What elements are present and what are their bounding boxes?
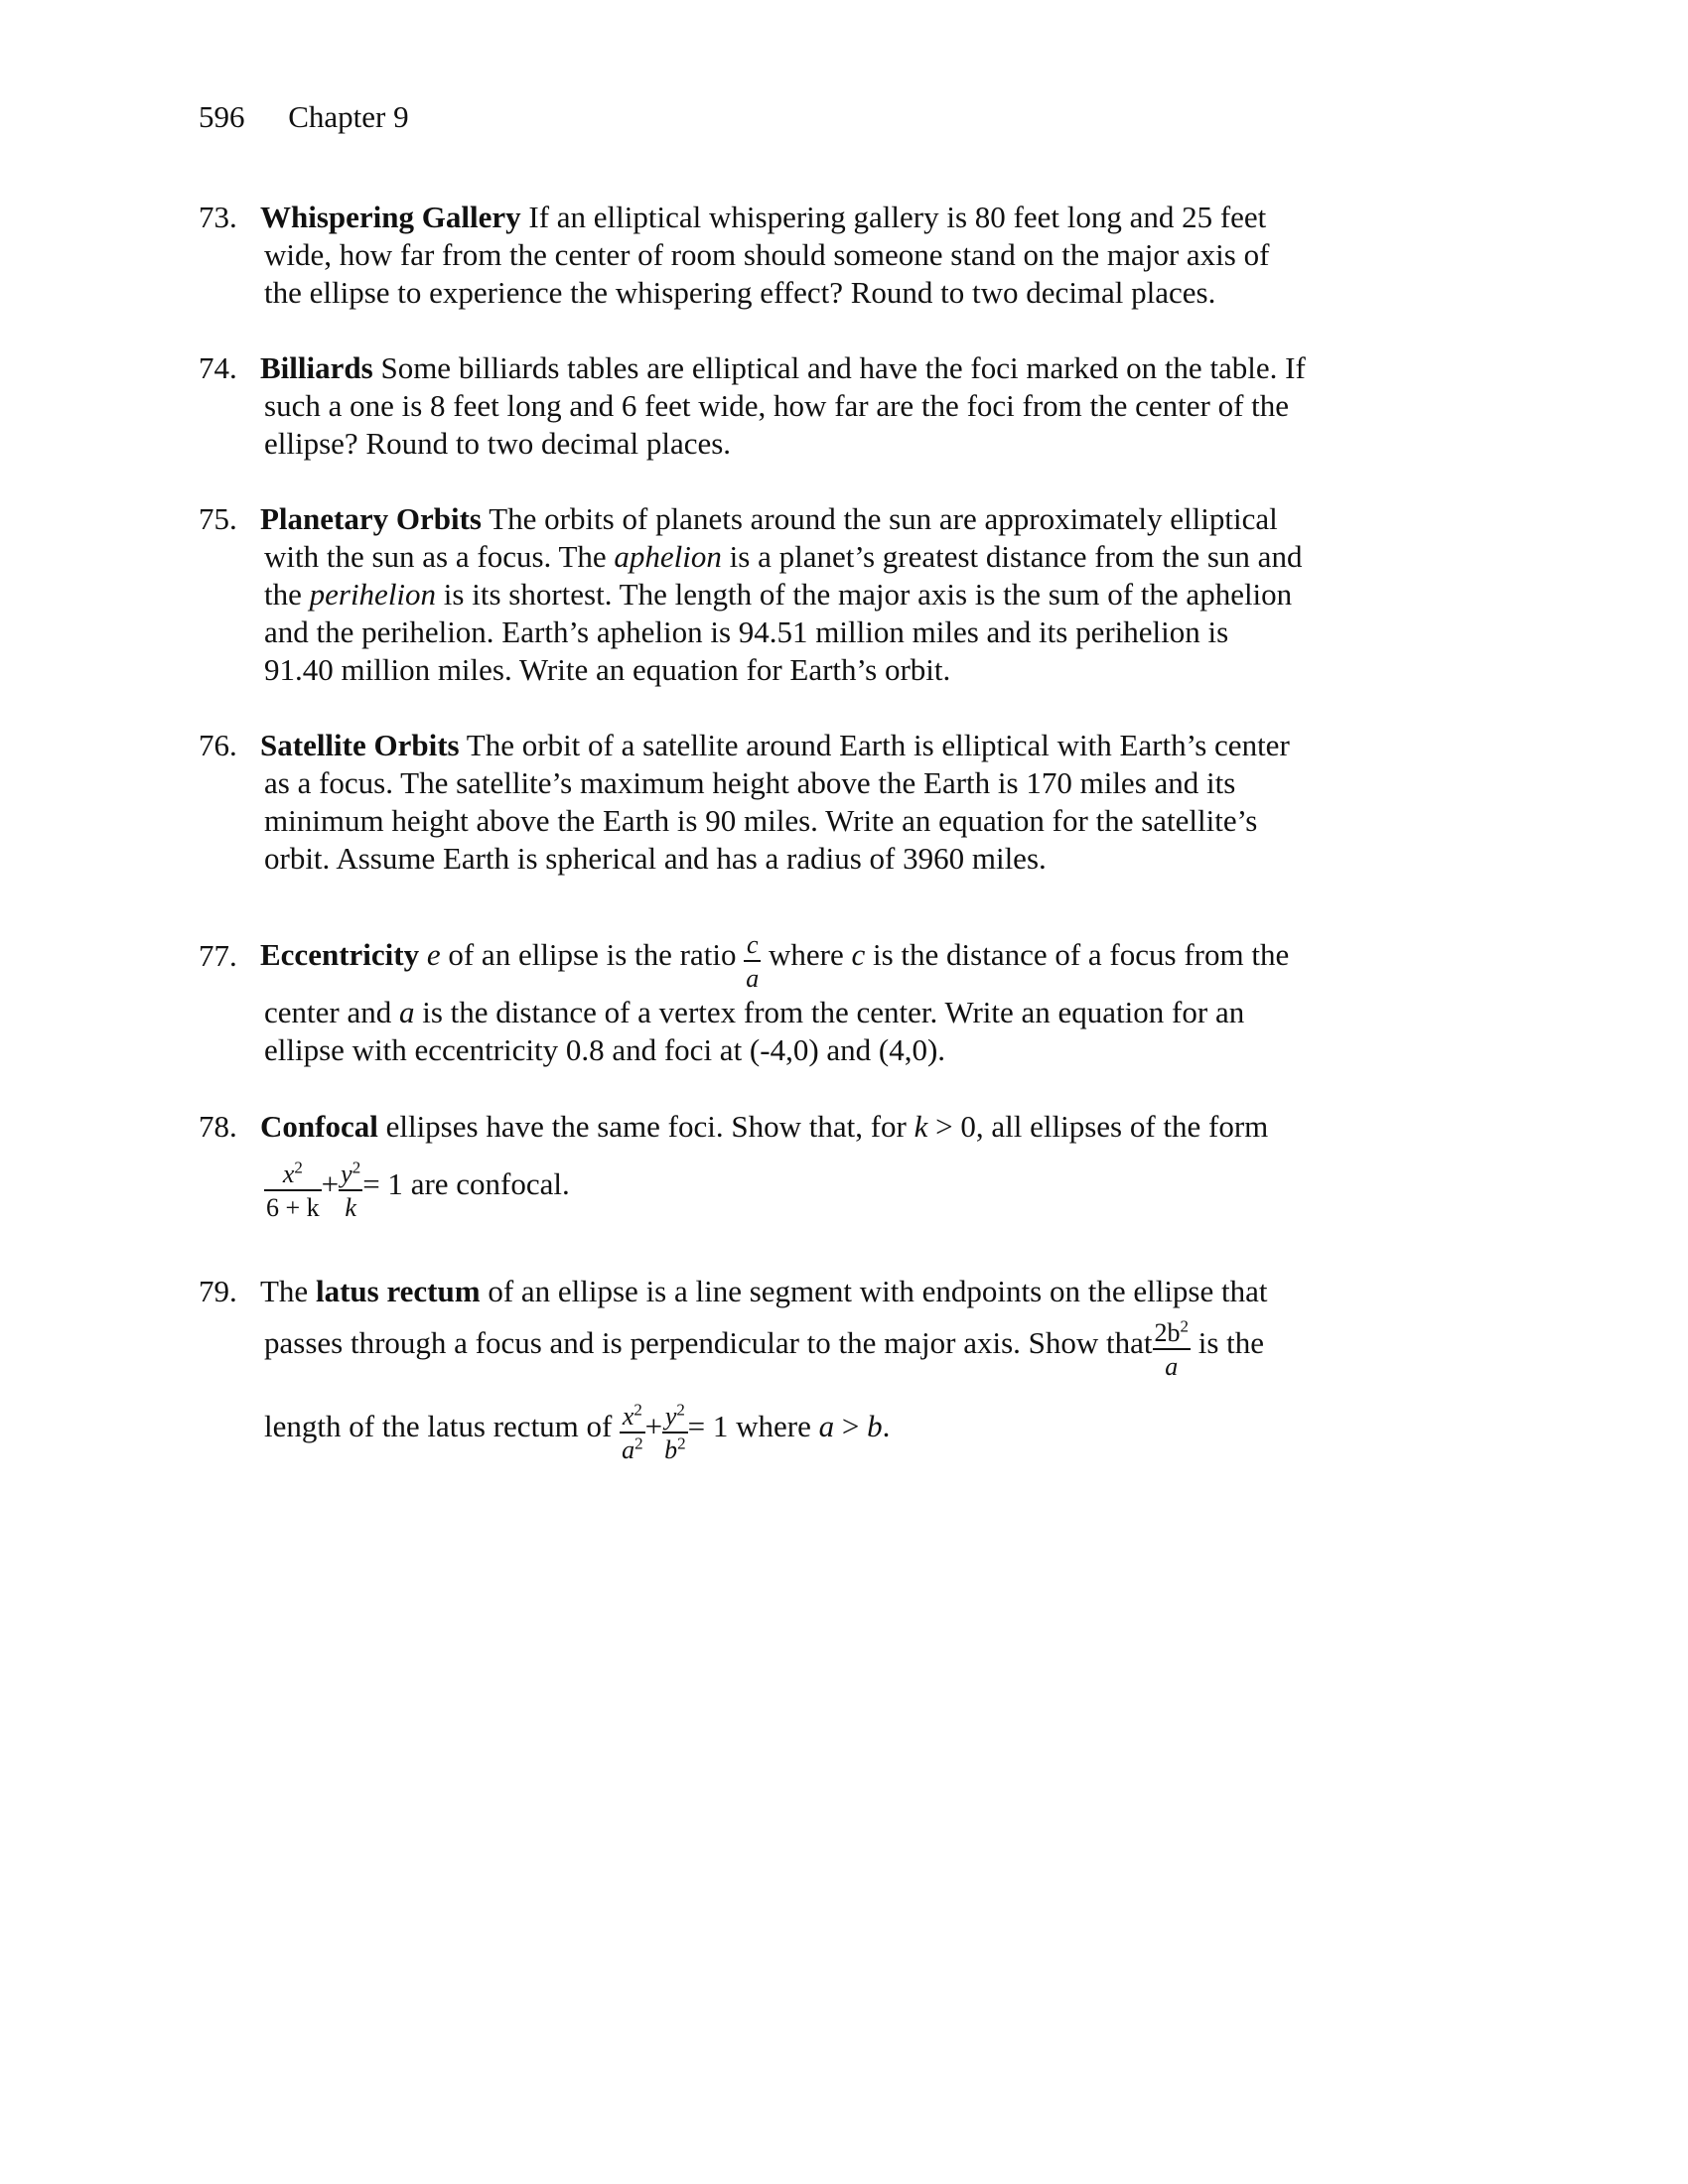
problem-text: is the distance of a focus from the: [865, 937, 1290, 972]
page-header: [199, 99, 409, 135]
fraction-c-over-a: [744, 929, 761, 993]
frac-denominator: a: [1165, 1352, 1179, 1381]
problem-73: [199, 199, 1430, 312]
greater-than: >: [834, 1409, 868, 1444]
frac-denominator: k: [345, 1193, 356, 1222]
problem-text: of an ellipse is a line segment with endpoints on the ellipse that: [480, 1274, 1268, 1308]
problem-title: Confocal: [260, 1109, 378, 1144]
confocal-equation: [264, 1158, 403, 1222]
problem-text: The orbits of planets around the sun are approximately elliptical: [482, 501, 1278, 536]
problem-79: [199, 1273, 1430, 1464]
problem-text: center and: [264, 994, 399, 1029]
fraction-y2-over-b2: [662, 1400, 688, 1464]
frac-numerator: y: [341, 1160, 352, 1188]
period: .: [882, 1409, 891, 1444]
term-perihelion: perihelion: [309, 577, 437, 612]
problem-title: Whispering Gallery: [260, 200, 521, 234]
problem-text: The orbit of a satellite around Earth is elliptical with Earth’s center: [459, 728, 1290, 762]
math-var: e: [426, 937, 441, 972]
problem-76: [199, 727, 1430, 878]
math-var: a: [398, 994, 415, 1029]
problem-text: > 0, all ellipses of the form: [927, 1109, 1269, 1144]
problem-text: If an elliptical whispering gallery is 80 feet long and 25 feet: [520, 200, 1267, 234]
exponent: 2: [676, 1400, 685, 1420]
fraction-2b2-over-a: [1153, 1316, 1192, 1381]
problem-number: 75.: [199, 501, 237, 536]
problem-text: orbit. Assume Earth is spherical and has a radius of 3960 miles.: [264, 841, 1047, 876]
equals-one: = 1: [687, 1409, 729, 1444]
frac-numerator: 2b: [1154, 1318, 1181, 1347]
problem-text: the ellipse to experience the whispering effect? Round to two decimal places.: [264, 275, 1216, 310]
frac-denominator: a: [622, 1435, 635, 1464]
problem-number: 76.: [199, 728, 237, 762]
problem-text: Some billiards tables are elliptical and have the foci marked on the table. If: [372, 350, 1306, 385]
problem-text: minimum height above the Earth is 90 miles. Write an equation for the satellite’s: [264, 803, 1258, 838]
fraction-x2-over-6pk: [264, 1158, 322, 1222]
problem-text: where: [728, 1409, 819, 1444]
frac-numerator: x: [282, 1160, 295, 1188]
problem-number: 73.: [199, 200, 237, 234]
fraction-y2-over-k: [339, 1158, 362, 1222]
page-number: 596: [199, 99, 245, 134]
frac-denominator: 6 + k: [266, 1193, 320, 1222]
problem-text: ellipse? Round to two decimal places.: [264, 426, 732, 461]
problem-78: [199, 1108, 1430, 1222]
plus-sign: +: [644, 1409, 663, 1444]
problem-text: as a focus. The satellite’s maximum height above the Earth is 170 miles and its: [264, 765, 1236, 800]
fraction-x2-over-a2: [620, 1400, 645, 1464]
term-aphelion: aphelion: [614, 539, 722, 574]
ellipse-equation: [620, 1400, 729, 1464]
frac-numerator: x: [622, 1402, 634, 1431]
problem-text: 91.40 million miles. Write an equation for Earth’s orbit.: [264, 652, 951, 687]
chapter-title: Chapter 9: [288, 99, 409, 134]
frac-numerator: c: [744, 932, 761, 962]
math-var: k: [914, 1109, 928, 1144]
math-var: b: [867, 1409, 883, 1444]
problem-text: ellipses have the same foci. Show that, for: [377, 1109, 914, 1144]
problem-text: wide, how far from the center of room should someone stand on the major axis of: [264, 237, 1270, 272]
problem-title: Satellite Orbits: [260, 728, 460, 762]
exponent: 2: [1180, 1316, 1189, 1336]
problem-number: 79.: [199, 1274, 237, 1308]
problem-text: ellipse with eccentricity 0.8 and foci at (-4,0) and (4,0).: [264, 1031, 946, 1067]
problem-number: 74.: [199, 350, 237, 385]
problem-text: such a one is 8 feet long and 6 feet wide, how far are the foci from the center of the: [264, 388, 1290, 423]
problem-text: passes through a focus and is perpendicular to the major axis. Show that: [264, 1325, 1153, 1361]
problem-77: [199, 925, 1430, 1069]
problem-title: Planetary Orbits: [260, 501, 482, 536]
frac-numerator: y: [664, 1402, 677, 1431]
problem-text: The: [260, 1274, 316, 1308]
exponent: 2: [634, 1433, 643, 1453]
plus-sign: +: [321, 1166, 340, 1202]
problem-74: [199, 349, 1430, 463]
problem-title: Eccentricity: [260, 937, 420, 972]
problem-text: is the distance of a vertex from the center. Write an equation for an: [414, 994, 1245, 1029]
problem-text: is a planet’s greatest distance from the sun and: [721, 539, 1303, 574]
problem-number: 78.: [199, 1109, 237, 1144]
math-var: a: [818, 1409, 835, 1444]
exponent: 2: [352, 1158, 361, 1177]
problem-text: where: [761, 937, 852, 972]
frac-denominator: a: [746, 963, 760, 993]
frac-denominator: b: [664, 1435, 678, 1464]
problem-75: [199, 500, 1430, 689]
problem-title: latus rectum: [315, 1274, 481, 1308]
problem-text: length of the latus rectum of: [264, 1409, 621, 1444]
problem-text: is its shortest. The length of the major axis is the sum of the aphelion: [436, 577, 1293, 612]
problem-text: with the sun as a focus. The: [264, 539, 615, 574]
equals-one: = 1: [362, 1166, 403, 1202]
math-var: c: [851, 937, 866, 972]
problem-text: are confocal.: [402, 1166, 570, 1202]
exponent: 2: [633, 1400, 642, 1420]
problem-text: is the: [1191, 1325, 1265, 1361]
problem-title: Billiards: [260, 350, 373, 385]
problem-text: of an ellipse is the ratio: [440, 937, 745, 972]
problem-number: 77.: [199, 938, 237, 973]
exponent: 2: [294, 1158, 303, 1177]
problem-text: the: [264, 577, 310, 612]
problem-text: and the perihelion. Earth’s aphelion is 94.51 million miles and its perihelion is: [264, 614, 1229, 649]
exponent: 2: [677, 1433, 686, 1453]
